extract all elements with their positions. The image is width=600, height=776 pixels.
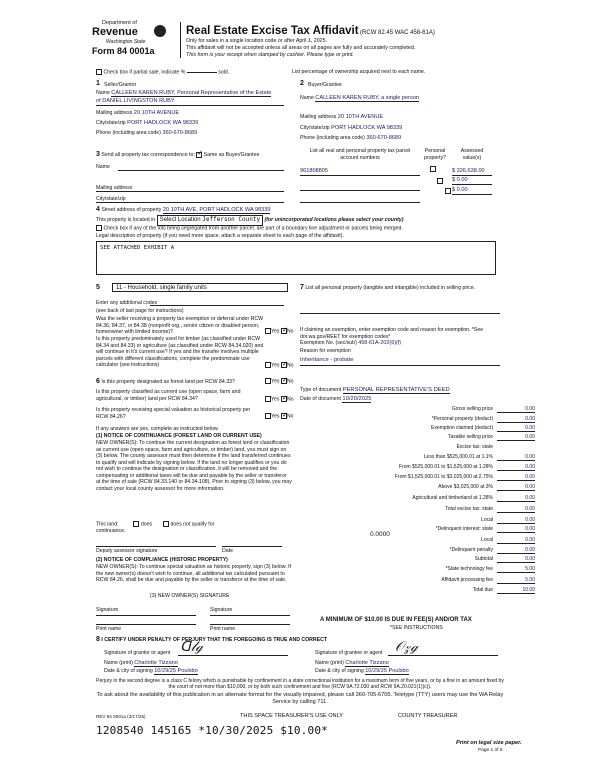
tax-row [313,577,535,586]
tax-row [313,425,535,434]
revision-label: REV 84 0001a (3/17/25) [96,714,146,719]
use-code-value: 11 - Household, single family units [116,285,207,291]
doc-type-value[interactable]: PERSONAL REPRESENTATIVE'S DEED [342,387,450,393]
tax-row [313,444,535,453]
doc-date-value[interactable]: 10/20/2025 [342,396,372,402]
tax-row-value[interactable]: 0.00 [497,517,535,524]
forest-question: Is this property designated as forest land per RCW 84.33? [101,379,235,385]
q1-yes-checkbox[interactable] [265,328,271,334]
buyer-heading: Buyer/Grantee [308,82,342,88]
additional-codes-label: Enter any additional codes [96,300,158,306]
q1-no-label: No [286,328,294,335]
exemption-no-label: Exemption No. (sec/sub) [300,340,357,346]
reason-label: Reason for exemption [300,348,351,354]
header-note2: This affidavit will not be accepted unless all areas on all pages are fully and accurately completed. [186,45,416,51]
claim-exemption-label: If claiming an exemption, enter exemption code and reason for exemption. *See dor.wa.gov/REET for exemption codes* [300,327,484,340]
perjury-notice: Perjury in the second degree is a class C felony which is punishable by confinement in a state correctional institution for a maximum term of five years, or by a fine in an amount fixed by the court of not more than $10,000, or by both such confinement and fine (RCW 9A.72.030 and RCW 9A.20.021(1)(c)). [96,678,504,691]
tax-row [313,517,535,526]
grantee-signature[interactable]: 𝒪𝓏ℊ [395,639,418,655]
buyer-phone-label: Phone (including area code) [300,135,365,141]
tax-row-value[interactable]: 0.00 [497,454,535,461]
tax-row-value[interactable]: 0.00 [497,416,535,423]
current-use-yes-label: Yes [271,396,280,403]
title-text: Real Estate Excise Tax Affidavit [186,25,359,37]
parcel-col2: Personal property? [424,148,446,161]
deputy-date-label: Date [222,548,233,554]
buyer-mail-label: Mailing address [300,114,337,120]
parcel-number-3[interactable] [300,196,420,203]
form-number: Form 84 0001a [92,46,155,56]
same-as-buyer-label: Same as Buyer/Grantee [203,152,260,158]
grantee-sig-label: Signature of grantee or agent [315,650,383,656]
dept-name: Revenue [92,26,138,38]
legal-paper-note: Print on legal size paper. [456,740,522,746]
tax-row-label: *Delinquent penalty [449,547,493,553]
tax-row [313,434,535,443]
buyer-num: 2 [300,80,304,87]
tax-row-label: Affidavit processing fee [441,577,493,583]
header-note1: Only for sales in a single location code or after April 1, 2025. [186,38,328,44]
forest-yes-checkbox[interactable] [265,378,271,384]
corr-name-label: Name [96,164,110,170]
parcel-value-1[interactable]: $ 326,638.00 [452,168,492,176]
tax-row [313,556,535,565]
tax-row-value[interactable]: 0.00 [497,484,535,491]
tax-row-label: Local [481,517,493,523]
legal-description: SEE ATTACHED EXHIBIT A [100,245,175,251]
tax-row-value[interactable]: 5.00 [497,577,535,584]
tax-row-value[interactable]: 5.00 [497,566,535,573]
owner-print-label-1: Print name [96,626,122,632]
notice2-title: (2) NOTICE OF COMPLIANCE (HISTORIC PROPERTY) [96,557,228,563]
legal-description-box[interactable] [96,241,496,275]
section7-num: 7 [300,284,304,291]
current-use-no-checkbox[interactable] [281,396,287,402]
tax-row [313,566,535,575]
parcel-col1: List all real and personal property tax parcel account numbers [309,148,411,161]
partial-sale-label: Check box if partial sale, indicate % [103,69,186,76]
property-num: 4 [96,206,100,213]
receipt-stamp: 1208540 145165 *10/30/2025 $10.00* [96,724,328,737]
seller-mail-label: Mailing address [96,110,133,116]
seller-city-label: City/state/zip [96,120,126,126]
certify-statement: I CERTIFY UNDER PENALTY OF PERJURY THAT THE FOREGOING IS TRUE AND CORRECT [101,637,328,643]
does-label: does [140,521,153,528]
this-land-label: This land: [96,521,119,528]
buyer-name[interactable]: CALLEEN KAREN RUBY, a single person [315,95,420,101]
tax-row-label: *State technology fee [445,566,493,572]
tax-row-label: Less than $525,000.01 at 1.1% [423,454,493,460]
tax-row [313,406,535,415]
exemption-no-value[interactable]: 458-61A-202(6)(f) [358,340,402,346]
owner-print-label-2: Print name [210,626,236,632]
tax-row-label: Taxable selling price [447,434,493,440]
seller-name-line2[interactable]: of DANIEL LIVINGSTON RUBY [96,98,284,106]
grantor-date-label: Date & city of signing [104,668,153,674]
location-select[interactable] [157,215,264,226]
tax-row-label: Exemption claimed (deduct) [431,425,493,431]
q1-no-checkbox[interactable] [281,328,287,334]
corr-mail-label: Mailing address [96,185,133,191]
tax-row-value[interactable]: 0.00 [497,434,535,441]
buyer-mail[interactable]: 20 10TH AVENUE [337,114,384,120]
buyer-phone[interactable]: 360-670-8689 [366,135,402,141]
personal-property-label: List all personal property (tangible and intangible) included in selling price. [305,285,476,291]
tax-row-value[interactable]: 0.00 [497,506,535,513]
historic-no-checkbox[interactable] [281,413,287,419]
see-back-note: (see back of last page for instructions) [96,308,184,314]
forest-no-label: No [286,378,294,385]
grantee-date[interactable]: 10/29/25 Poulsbo [365,668,409,674]
tax-row-label: Excise tax: state [456,444,493,450]
personal-property-checkbox-2[interactable] [437,178,443,184]
current-use-yes-checkbox[interactable] [265,396,271,402]
parcel-value-3[interactable]: $ 0.00 [452,187,492,195]
personal-property-checkbox-1[interactable] [430,166,436,172]
local-rate[interactable]: 0.0000 [370,531,390,538]
dept-line1: Department of [102,20,137,26]
doc-type-label: Type of document [300,387,342,393]
seller-name-line1[interactable]: CALLEEN KAREN RUBY, Personal Representative of the Estate [111,90,272,96]
location-value: Jefferson County [202,216,261,223]
county-treasurer-label: COUNTY TREASURER [398,713,458,719]
tax-row [313,547,535,556]
doc-date-label: Date of document [300,396,341,402]
tax-row-label: From $525,000.01 to $1,525,000 at 1.28% [399,464,493,470]
tax-row-value[interactable]: 0.00 [497,425,535,432]
tax-row [313,506,535,515]
tax-row-value[interactable]: 0.00 [497,537,535,544]
segregation-label: Check box if any of the lots being segregated from another parcel, are part of a boundary line adjustment or parcels being merged. [103,225,403,232]
location-select-text: Select Location [159,217,201,223]
tax-row-value[interactable]: 0.00 [497,556,535,563]
tax-row [313,474,535,483]
grantor-date[interactable]: 10/29/25 Poulsbo [154,668,198,674]
minimum-due-note: A MINIMUM OF $10.00 IS DUE IN FEE(S) AND/OR TAX [320,617,472,623]
street-label: Street address of property [101,207,162,213]
tax-row-value[interactable]: 0.00 [497,474,535,481]
parcel-value-2[interactable]: $ 0.00 [452,177,492,185]
tax-row [313,464,535,473]
alt-format-notice: To ask about the availability of this publication in an alternate format for the visually impaired, please call 360-705-6705. Teletype (TTY) users may use the WA Relay Service by calling 711. [96,692,504,705]
tax-row-value[interactable]: 0.00 [497,406,535,413]
timber-question: Is this property predominately used for timber (as classified under RCW 84.34 and 84.33) or agriculture (as classified under RCW 84.34.020) and will continue in it's current use? If yes and the transfer involves multiple parcels with different classifications, complete the predominate use calculator (see instructions) [96,336,264,368]
exemption-question: Was the seller receiving a property tax exemption or deferral under RCW 84.36, 84.37, or 84.38 (nonprofit org., senior citizen or disabled person, homeowner with limited income)? [96,316,264,335]
page-number: Page 1 of 6 [478,748,503,753]
owner-sig-label-1: Signature [96,607,119,613]
notice1-body: NEW OWNER(S): To continue the current designation as forest land or classification as current use (open space, farm and agriculture, or timber) land, you must sign on (3) below. The county assessor must then determine if the land transferred continues to qualify and will indicate by signing below. If the land no longer qualifies or you do not wish to continue the designation or classification, it will be removed and the compensating or additional taxes will be due and payable by the seller or transferor at the time of sale (RCW 84.33.140 or 84.34.108). Prior to signing (3) below, you may contact your local county assessor for more information. [96,440,292,492]
q2-no-checkbox[interactable] [281,362,287,368]
deputy-sig-label: Deputy assessor signature [96,548,158,554]
tax-row-value[interactable]: 10.00 [497,587,535,594]
tax-row [313,484,535,493]
tax-row [313,537,535,546]
continuance-label: continuance. [96,528,126,534]
if-yes-note: If any answers are yes, complete as instructed below. [96,426,219,432]
tax-row [313,526,535,535]
tax-row [313,495,535,504]
see-instructions-note: *SEE INSTRUCTIONS [390,625,443,631]
legal-label: Legal description of property (if you need more space, attach a separate sheet to each page of the affidavit). [96,233,344,239]
historic-question: Is this property receiving special valuation as historical property per RCW 84.26? [96,407,251,420]
seller-num: 1 [96,80,100,87]
list-percentage-label: List percentage of ownership acquired next to each name. [292,69,426,75]
tax-row-label: Local [481,537,493,543]
parcel-col3: Assessed value(s) [460,148,484,161]
tax-row-label: Agricultural and timberland at 1.28% [412,495,493,501]
use-code-select[interactable] [112,283,288,292]
q2-yes-label: Yes [271,362,280,369]
tax-row [313,416,535,425]
tax-row-value[interactable]: 0.00 [497,495,535,502]
seller-phone[interactable]: 360-670-8689 [162,130,198,136]
tax-row-value[interactable]: 0.00 [497,464,535,471]
forest-no-checkbox[interactable] [281,378,287,384]
same-as-buyer-checkbox[interactable] [196,152,202,158]
personal-property-checkbox-3[interactable] [445,188,451,194]
parcel-number-2[interactable] [300,184,420,191]
segregation-checkbox[interactable] [96,225,102,231]
q2-yes-checkbox[interactable] [265,362,271,368]
q2-no-label: No [286,362,294,369]
statute-text: (RCW 82.45 WAC 458-61A) [360,30,435,36]
tax-row-label: Gross selling price [451,406,493,412]
owner-sig-label-2: Signature [210,607,233,613]
corr-num: 3 [96,151,100,158]
corr-city-label: City/state/zip [96,196,126,202]
q1-yes-label: Yes [271,328,280,335]
does-not-label: does not qualify for [170,521,215,528]
historic-no-label: No [286,413,294,420]
tax-row-label: *Delinquent interest: state [435,526,493,532]
grantor-name-label: Name (print) [104,660,133,666]
grantor-sig-label: Signature of grantor or agent [104,650,171,656]
grantee-name-label: Name (print) [315,660,344,666]
parcel-number-1[interactable]: 961808805 [300,168,420,176]
historic-yes-label: Yes [271,413,280,420]
located-label: This property is located in [96,217,156,223]
seller-name-label: Name [96,90,110,96]
logo-icon [154,25,166,37]
does-checkbox[interactable] [133,521,139,527]
street-value[interactable]: 20 10TH AVE, PORT HADLOCK WA 98339 [162,207,271,213]
does-not-checkbox[interactable] [163,521,169,527]
treasurer-use-label: THIS SPACE TREASURER'S USE ONLY [240,713,344,719]
seller-heading: Seller/Grantor [104,82,137,88]
seller-city[interactable]: PORT HADLOCK WA 98339 [127,120,199,126]
corr-label: Send all property tax correspondence to: [101,152,195,158]
tax-row-label: From $1,525,000.01 to $3,025,000 at 2.75% [394,474,493,480]
tax-row-label: *Personal property (deduct) [431,416,493,422]
tax-row-label: Total excise tax: state [445,506,493,512]
partial-sale-checkbox[interactable] [96,69,102,75]
buyer-city-label: City/state/zip [300,125,330,131]
state-name: Washington State [106,39,146,45]
form-title [186,24,435,38]
located-note: (for unincorporated locations please select your county) [264,217,404,223]
tax-row-value[interactable]: 0.00 [497,526,535,533]
sold-label: sold. [218,69,230,76]
current-use-question: Is this property classified as current use (open space, farm and agricultural, or timber) land per RCW 84.34? [96,389,241,402]
seller-mail[interactable]: 20 10TH AVENUE [133,110,180,116]
tax-row-label: Total due [472,587,493,593]
historic-yes-checkbox[interactable] [265,413,271,419]
current-use-no-label: No [286,396,294,403]
tax-row-label: Subtotal [474,556,493,562]
tax-row-value[interactable]: 0.00 [497,547,535,554]
grantee-date-label: Date & city of signing [315,668,364,674]
buyer-city[interactable]: PORT HADLOCK WA 98339 [331,125,403,131]
tax-row [313,587,535,596]
dor-logo [92,20,172,56]
grantor-signature[interactable]: ᗡ𝓁ℊ [180,639,204,655]
section5-num: 5 [96,284,100,291]
section8-num: 8 [96,636,100,643]
new-owner-sig-label: (3) NEW OWNER(S) SIGNATURE [150,593,230,599]
seller-phone-label: Phone (including area code) [96,130,161,136]
tax-row-label: Above $3,025,000 at 3% [438,484,493,490]
header-note3: This form is your receipt when stamped by cashier. Please type or print. [186,52,354,58]
notice1-title: (1) NOTICE OF CONTINUANCE (FOREST LAND OR CURRENT USE) [96,433,262,439]
notice2-body: NEW OWNER(S): To continue special valuation as historic property, sign (3) below. If the new owner(s) doesn't wish to continue, all additional tax calculated pursuant to RCW 84.26, shall be due and payable by the seller or transferor at the time of sale. [96,564,291,583]
forest-yes-label: Yes [271,378,280,385]
grantee-name[interactable]: Charlotte Tizzano [345,660,389,666]
section6-num: 6 [96,378,100,385]
tax-row [313,454,535,463]
buyer-name-label: Name [300,95,314,101]
reason-value[interactable]: Inheritance - probate [300,357,354,363]
grantor-name[interactable]: Charlotte Tizzano [134,660,178,666]
